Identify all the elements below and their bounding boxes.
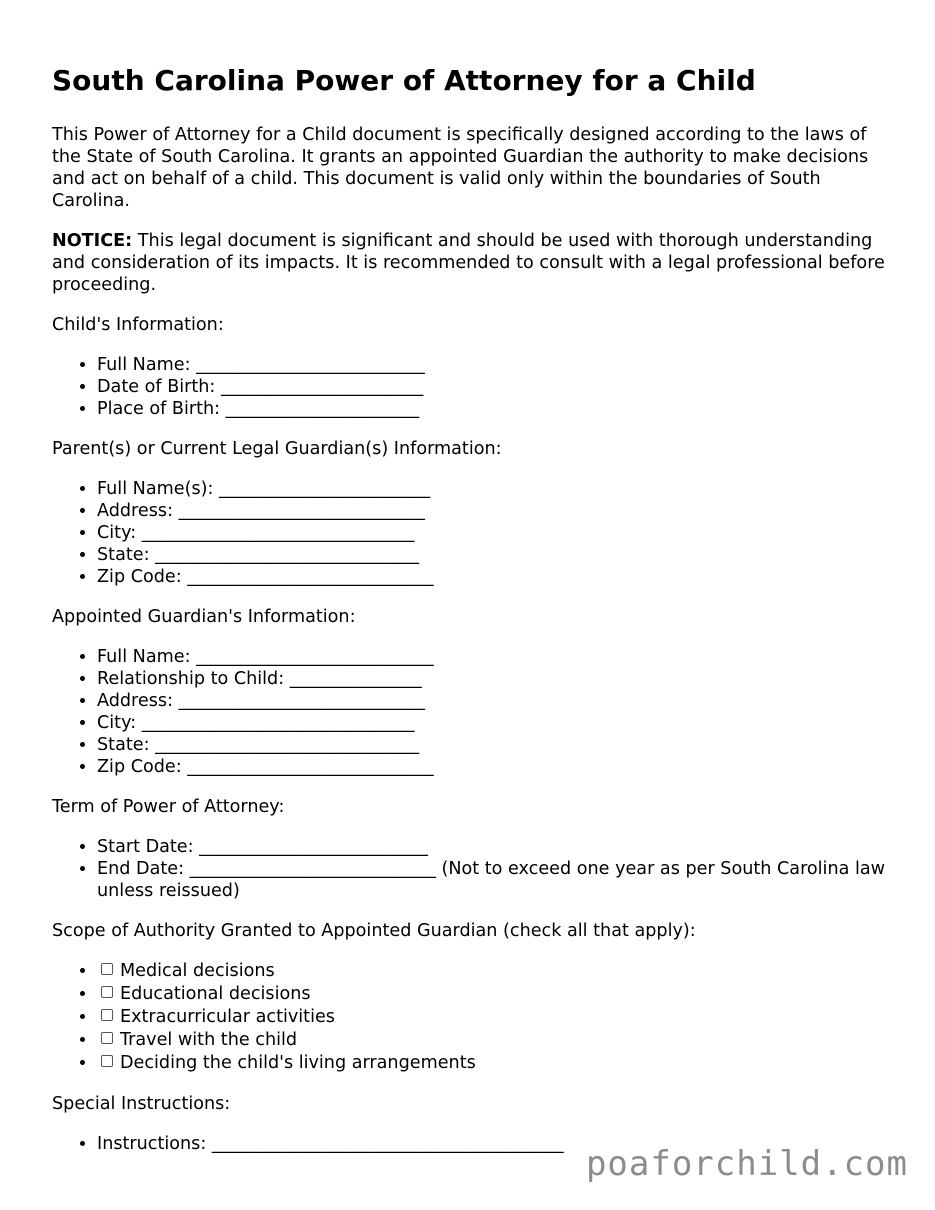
parent-address-field[interactable]: • Address: ____________________________ <box>97 500 892 522</box>
notice-text: This legal document is significant and should be used with thorough understanding and consideration of its impacts. It is recommended to consult with a legal professional before proceeding. <box>52 231 885 295</box>
end-date-field[interactable]: • End Date: ____________________________ (Not to exceed one year as per South Carolina law unless reissued) <box>97 858 892 902</box>
guardian-full-name-field[interactable]: • Full Name: ___________________________ <box>97 646 892 668</box>
term-heading: Term of Power of Attorney: <box>52 797 285 817</box>
guardian-zip-code-field[interactable]: • Zip Code: ____________________________ <box>97 756 892 778</box>
intro-paragraph: This Power of Attorney for a Child document is specifically designed according to the laws of the State of South Carolina. It grants an appointed Guardian the authority to make decisions and act on behalf of a child. This document is valid only within the boundaries of South Carolina. <box>52 125 869 211</box>
scope-item-living-arrangements <box>97 1052 892 1075</box>
document-page <box>52 62 892 1173</box>
document-title: South Carolina Power of Attorney for a Child <box>52 64 756 97</box>
parent-info-heading: Parent(s) or Current Legal Guardian(s) Information: <box>52 439 502 459</box>
site-watermark: poaforchild.com <box>585 1144 908 1184</box>
scope-label-travel: Travel with the child <box>120 1030 298 1050</box>
special-instructions-heading: Special Instructions: <box>52 1094 231 1114</box>
guardian-info-list <box>52 646 892 778</box>
child-date-of-birth-field[interactable]: • Date of Birth: _______________________ <box>97 376 892 398</box>
term-list <box>52 836 892 902</box>
parent-zip-code-field[interactable]: • Zip Code: ____________________________ <box>97 566 892 588</box>
checkbox-educational[interactable] <box>101 986 113 998</box>
guardian-address-field[interactable]: • Address: ____________________________ <box>97 690 892 712</box>
parent-city-field[interactable]: • City: _______________________________ <box>97 522 892 544</box>
scope-item-travel <box>97 1029 892 1052</box>
scope-label-living-arrangements: Deciding the child's living arrangements <box>120 1053 476 1073</box>
parent-info-list <box>52 478 892 588</box>
scope-label-extracurricular: Extracurricular activities <box>120 1007 335 1027</box>
scope-heading: Scope of Authority Granted to Appointed Guardian (check all that apply): <box>52 921 696 941</box>
checkbox-extracurricular[interactable] <box>101 1009 113 1021</box>
parent-state-field[interactable]: • State: ______________________________ <box>97 544 892 566</box>
guardian-city-field[interactable]: • City: _______________________________ <box>97 712 892 734</box>
child-info-list <box>52 354 892 420</box>
child-info-heading: Child's Information: <box>52 315 224 335</box>
scope-item-medical <box>97 960 892 983</box>
scope-label-medical: Medical decisions <box>120 961 275 981</box>
child-full-name-field[interactable]: • Full Name: __________________________ <box>97 354 892 376</box>
notice-label: NOTICE: <box>52 231 133 251</box>
scope-item-educational <box>97 983 892 1006</box>
scope-label-educational: Educational decisions <box>120 984 311 1004</box>
scope-item-extracurricular <box>97 1006 892 1029</box>
checkbox-medical[interactable] <box>101 963 113 975</box>
guardian-relationship-field[interactable]: • Relationship to Child: _______________ <box>97 668 892 690</box>
checkbox-living-arrangements[interactable] <box>101 1055 113 1067</box>
checkbox-travel[interactable] <box>101 1032 113 1044</box>
guardian-info-heading: Appointed Guardian's Information: <box>52 607 356 627</box>
instructions-field[interactable]: • Instructions: ________________________________________ <box>97 1133 892 1155</box>
child-place-of-birth-field[interactable]: • Place of Birth: ______________________ <box>97 398 892 420</box>
parent-full-names-field[interactable]: • Full Name(s): ________________________ <box>97 478 892 500</box>
start-date-field[interactable]: • Start Date: __________________________ <box>97 836 892 858</box>
guardian-state-field[interactable]: • State: ______________________________ <box>97 734 892 756</box>
scope-list <box>52 960 892 1075</box>
notice-paragraph <box>52 230 892 296</box>
